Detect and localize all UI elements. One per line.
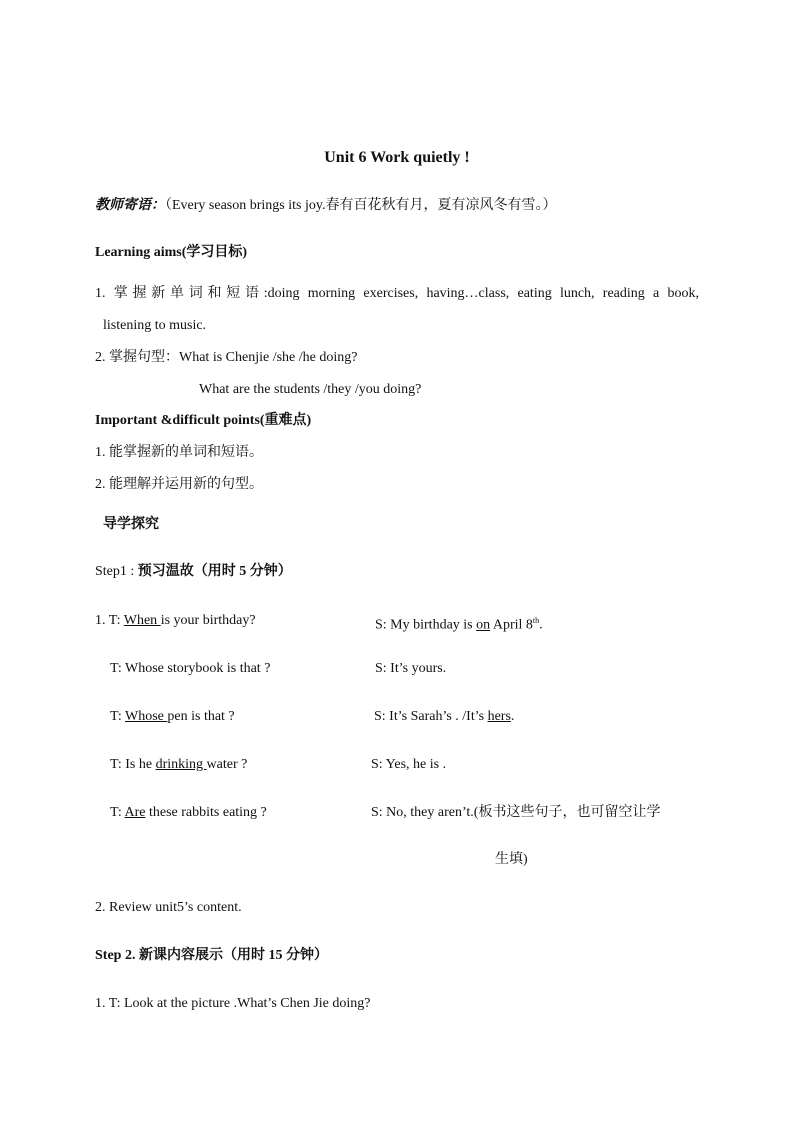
dialogue-5-student-continued: 生填) (495, 852, 528, 867)
text: . (510, 709, 515, 724)
text: T: Is he (110, 757, 156, 772)
dialogue-5-student: S: No, they aren’t.(板书这些句子，也可留空让学 (371, 805, 661, 820)
step1-prefix: Step1 : (95, 564, 138, 579)
learning-aims-heading: Learning aims(学习目标) (95, 245, 248, 260)
dialogue-1-teacher (95, 612, 256, 630)
underlined-word: When (123, 613, 161, 628)
text: water ? (206, 757, 248, 772)
underlined-word: drinking (155, 757, 207, 772)
page-title: Unit 6 Work quietly ! (324, 149, 470, 166)
text: is your birthday? (160, 613, 256, 628)
dialogue-4-teacher (110, 756, 247, 774)
text: S: My birthday is (375, 617, 477, 633)
underlined-word: on (476, 617, 491, 633)
step1-title: 预习温故（用时 5 分钟） (137, 564, 292, 579)
dialogue-5-teacher (110, 804, 267, 822)
guided-inquiry-heading: 导学探究 (103, 517, 159, 532)
key-point-2: 2. 能理解并运用新的句型。 (95, 477, 263, 492)
text: . (539, 617, 543, 633)
dialogue-3-student (374, 708, 514, 726)
superscript: th (532, 616, 540, 625)
step2-heading: Step 2. 新课内容展示（用时 15 分钟） (95, 948, 328, 963)
teacher-motto (95, 197, 556, 215)
underlined-word: Are (124, 805, 146, 820)
text: these rabbits eating ? (145, 805, 267, 820)
step2-question-1: 1. T: Look at the picture .What’s Chen Jie doing? (95, 996, 371, 1011)
text: April 8 (490, 617, 533, 633)
key-points-heading: Important &difficult points(重难点) (95, 413, 312, 428)
text: T: (110, 709, 125, 724)
aim-2-line-1: 2. 掌握句型：What is Chenjie /she /he doing? (95, 350, 358, 365)
underlined-word: Whose (125, 709, 168, 724)
key-point-1: 1. 能掌握新的单词和短语。 (95, 445, 263, 460)
dialogue-4-student: S: Yes, he is . (371, 757, 447, 772)
text: S: It’s Sarah’s . /It’s (374, 709, 488, 724)
dialogue-2-student: S: It’s yours. (375, 661, 447, 676)
motto-text: （Every season brings its joy.春有百花秋有月，夏有凉风冬有雪。） (165, 198, 557, 213)
dialogue-1-student (375, 612, 543, 635)
text: 1. T: (95, 613, 124, 628)
motto-label: 教师寄语： (95, 198, 165, 213)
dialogue-2-teacher: T: Whose storybook is that ? (110, 661, 271, 676)
aim-1-line-2: listening to music. (103, 318, 207, 333)
step1-heading (95, 563, 292, 581)
review-item: 2. Review unit5’s content. (95, 900, 242, 915)
text: pen is that ? (167, 709, 235, 724)
text: T: (110, 805, 125, 820)
aim-1-line-1: 1. 掌握新单词和短语:doing morning exercises, having…class, eating lunch, reading a book, (95, 286, 699, 301)
aim-2-line-2: What are the students /they /you doing? (199, 382, 422, 397)
dialogue-3-teacher (110, 708, 235, 726)
underlined-word: hers (487, 709, 511, 724)
